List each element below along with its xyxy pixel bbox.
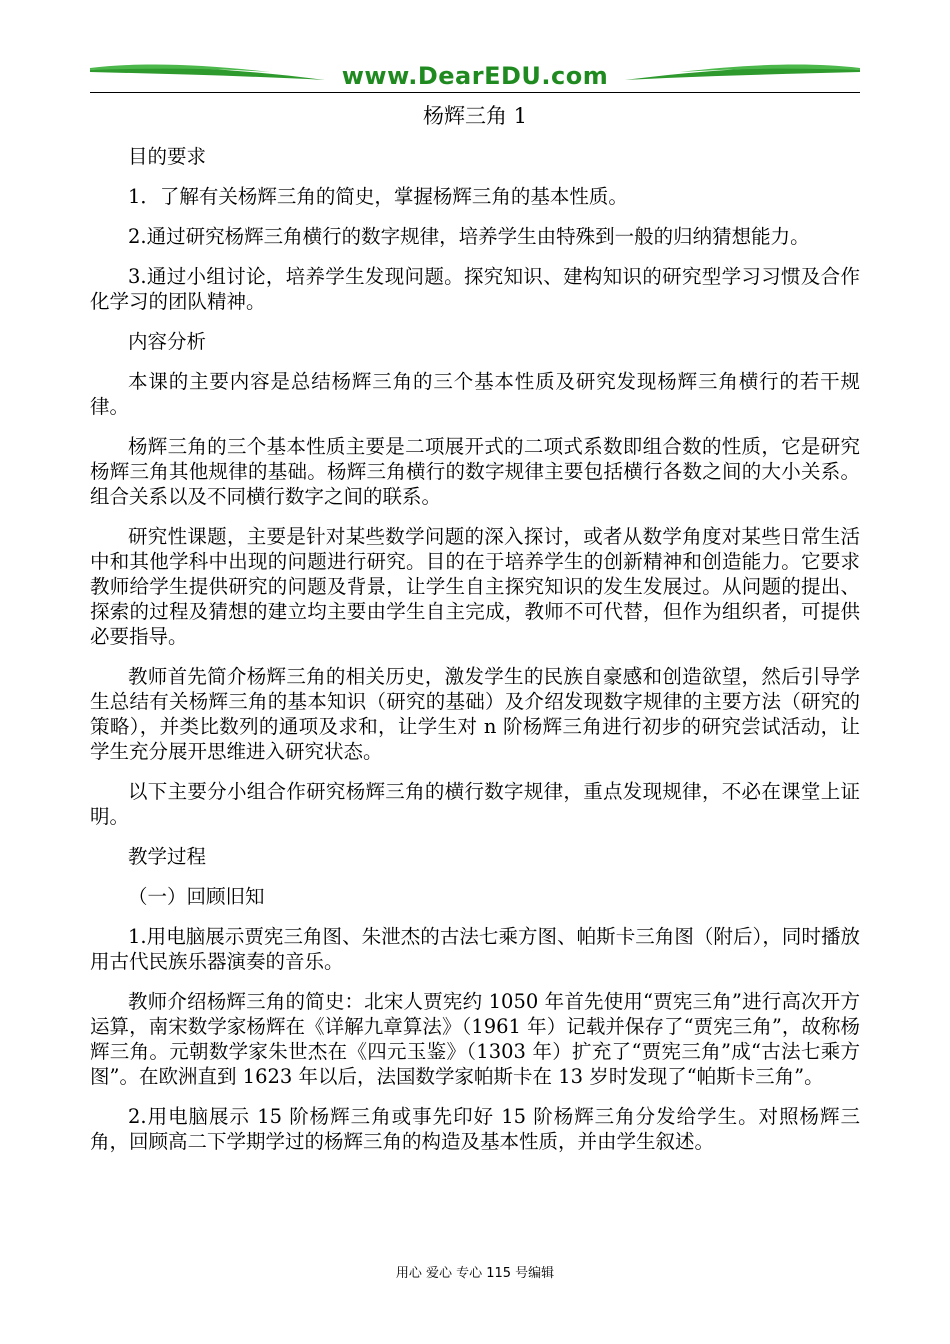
paragraph: 1.用电脑展示贾宪三角图、朱泄杰的古法七乘方图、帕斯卡三角图（附后），同时播放用古代民族乐器演奏的音乐。 [90, 925, 860, 973]
paragraph: 2.用电脑展示 15 阶杨辉三角或事先印好 15 阶杨辉三角分发给学生。对照杨辉三角，回顾高二下学期学过的杨辉三角的构造及基本性质，并由学生叙述。 [90, 1105, 860, 1153]
page-title: 杨辉三角 1 [422, 104, 528, 128]
paragraph: 教师首先简介杨辉三角的相关历史，激发学生的民族自豪感和创造欲望，然后引导学生总结有关杨辉三角的基本知识（研究的基础）及介绍发现数字规律的主要方法（研究的策略），并类比数列的通项及求和，让学生对 n 阶杨辉三角进行初步的研究尝试活动，让学生充分展开思维进入研究状态。 [90, 665, 860, 763]
paragraph: 杨辉三角的三个基本性质主要是二项展开式的二项式系数即组合数的性质，它是研究杨辉三角其他规律的基础。杨辉三角横行的数字规律主要包括横行各数之间的大小关系。组合关系以及不同横行数字之间的联系。 [90, 435, 860, 508]
paragraph: 3.通过小组讨论，培养学生发现问题。探究知识、建构知识的研究型学习习惯及合作化学习的团队精神。 [90, 265, 860, 313]
page-footer: 用心 爱心 专心 115 号编辑 [395, 1266, 555, 1281]
site-logo[interactable]: www.DearEDU.com [341, 62, 609, 90]
paragraph: 1．了解有关杨辉三角的简史，掌握杨辉三角的基本性质。 [128, 185, 628, 208]
section-heading-objectives: 目的要求 [128, 145, 207, 168]
subsection-heading: （一）回顾旧知 [128, 885, 265, 908]
paragraph: 教师介绍杨辉三角的简史：北宋人贾宪约 1050 年首先使用“贾宪三角”进行高次开方运算，南宋数学家杨辉在《详解九章算法》（1961 年）记载并保存了“贾宪三角”，故称杨辉三角。元朝数学家朱世杰在《四元玉鉴》（1303 年）扩充了“贾宪三角”成“古法七乘方图”。在欧洲直到 1623 年以后，法国数学家帕斯卡在 13 岁时发现了“帕斯卡三角”。 [90, 990, 860, 1088]
paragraph: 2.通过研究杨辉三角横行的数字规律，培养学生由特殊到一般的归纳猜想能力。 [128, 225, 810, 248]
paragraph: 研究性课题，主要是针对某些数学问题的深入探讨，或者从数学角度对某些日常生活中和其他学科中出现的问题进行研究。目的在于培养学生的创新精神和创造能力。它要求教师给学生提供研究的问题及背景，让学生自主探究知识的发生发展过。从问题的提出、探索的过程及猜想的建立均主要由学生自主完成，教师不可代替，但作为组织者，可提供必要指导。 [90, 525, 860, 648]
document-body [90, 144, 860, 1169]
section-heading-process: 教学过程 [128, 845, 207, 868]
header-divider [90, 92, 860, 93]
site-header [90, 58, 860, 94]
paragraph: 以下主要分小组合作研究杨辉三角的横行数字规律，重点发现规律，不必在课堂上证明。 [90, 780, 860, 828]
section-heading-analysis: 内容分析 [128, 330, 207, 353]
paragraph: 本课的主要内容是总结杨辉三角的三个基本性质及研究发现杨辉三角横行的若干规律。 [90, 370, 860, 418]
